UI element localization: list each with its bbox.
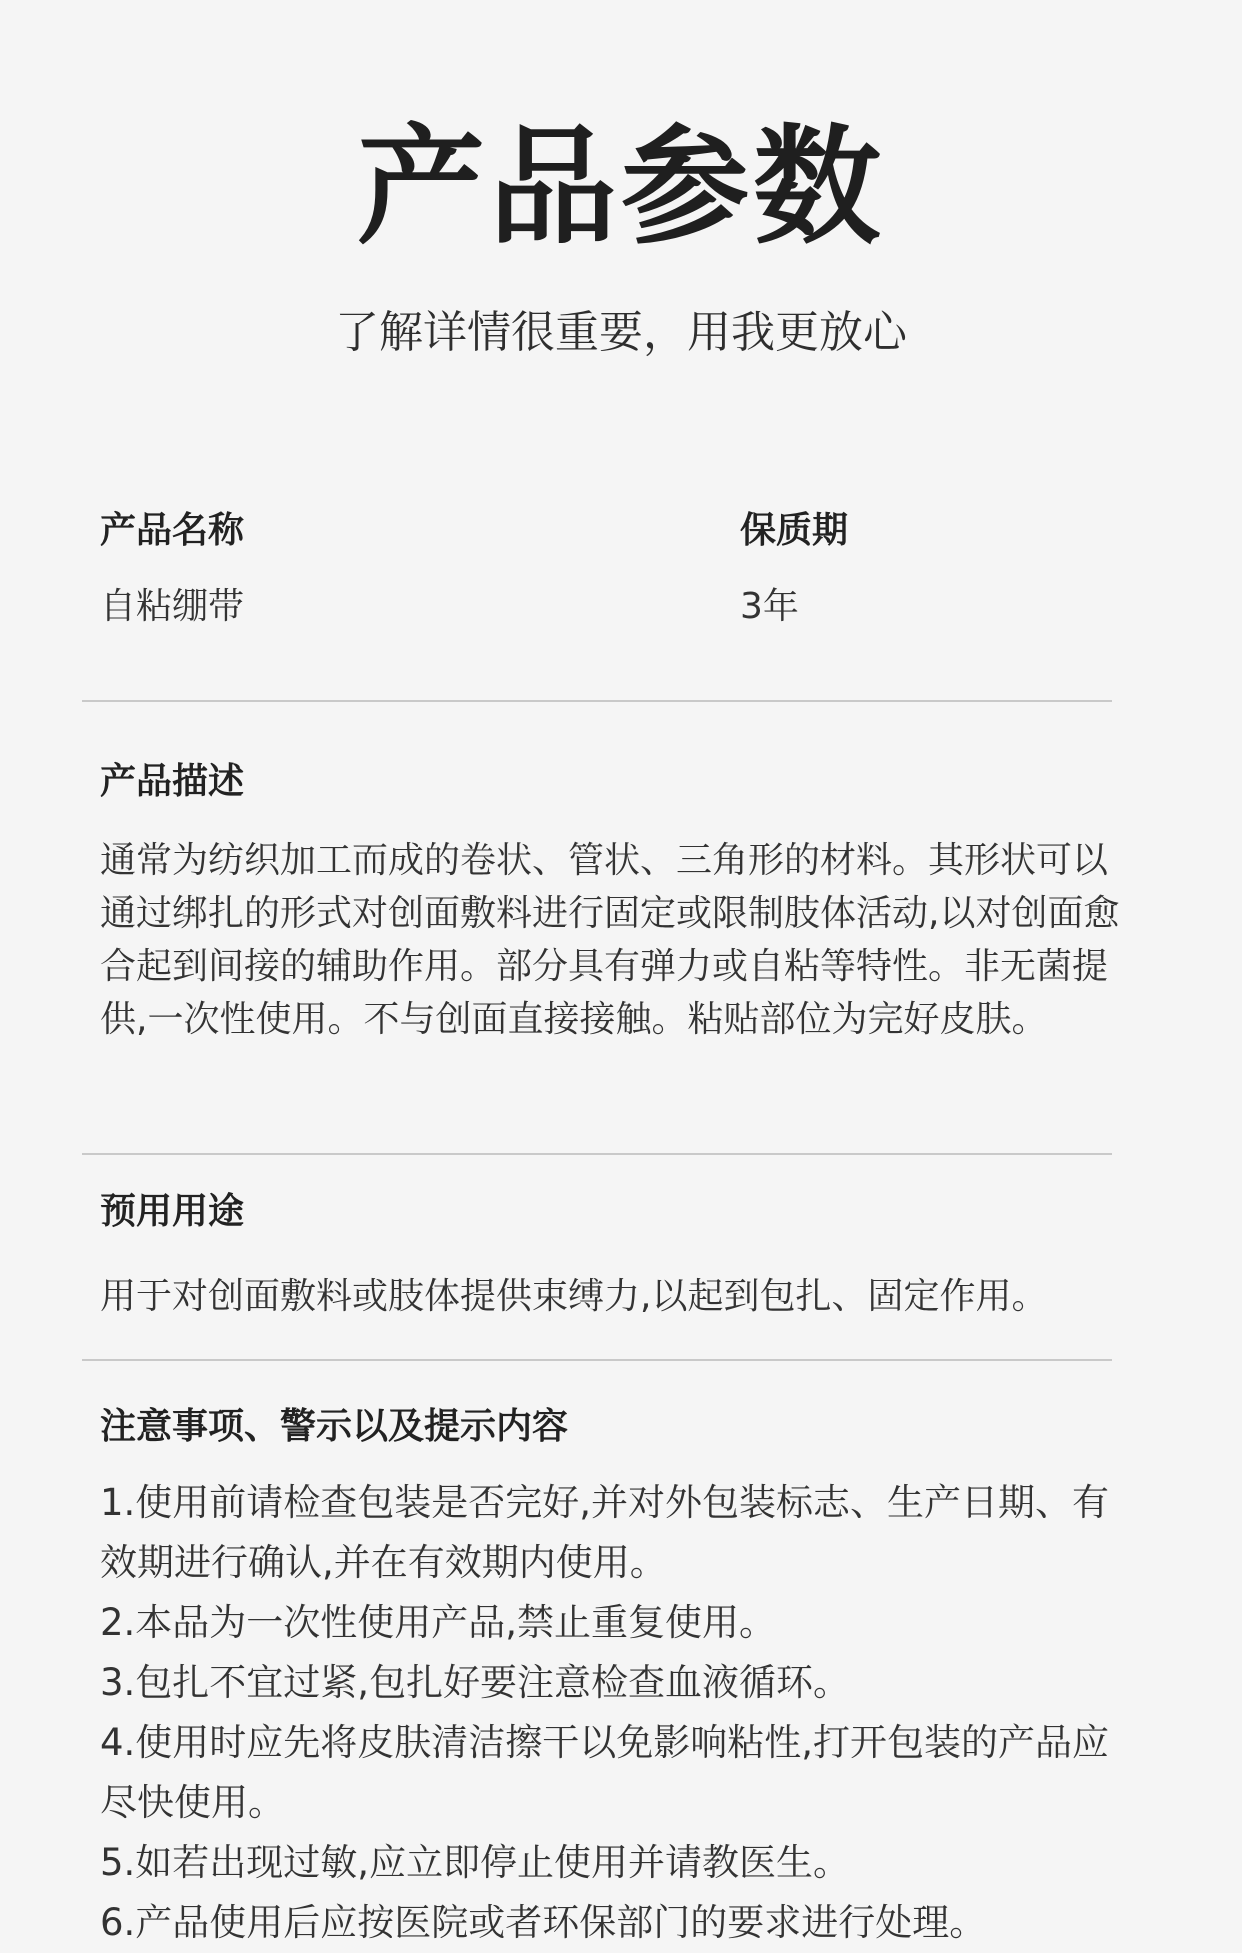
divider xyxy=(82,1153,1112,1155)
note-item: 6.产品使用后应按医院或者环保部门的要求进行处理。 xyxy=(100,1901,987,1944)
intended-use-label: 预用用途 xyxy=(100,1191,245,1232)
notes-label: 注意事项、警示以及提示内容 xyxy=(100,1406,569,1447)
spec-grid xyxy=(100,505,1140,655)
page-title: 产品参数 xyxy=(356,113,885,262)
note-item: 5.如若出现过敏,应立即停止使用并请教医生。 xyxy=(100,1841,851,1884)
note-item: 2.本品为一次性使用产品,禁止重复使用。 xyxy=(100,1601,777,1644)
shelf-life-value: 3年 xyxy=(740,586,799,627)
description-text: 通常为纺织加工而成的卷状、管状、三角形的材料。其形状可以通过绑扎的形式对创面敷料进行固定或限制肢体活动,以对创面愈合起到间接的辅助作用。部分具有弹力或自粘等特性。非无菌提供,一次性使用。不与创面直接接触。粘贴部位为完好皮肤。 xyxy=(100,840,1120,1040)
shelf-life-label: 保质期 xyxy=(740,510,849,551)
product-name-block xyxy=(100,505,740,655)
product-name-value: 自粘绷带 xyxy=(100,586,245,627)
notes-list xyxy=(100,1473,1140,1953)
note-item: 3.包扎不宜过紧,包扎好要注意检查血液循环。 xyxy=(100,1661,851,1704)
intended-use-text: 用于对创面敷料或肢体提供束缚力,以起到包扎、固定作用。 xyxy=(100,1276,1048,1317)
description-section xyxy=(100,756,1140,1046)
intended-use-section xyxy=(100,1186,1140,1323)
spec-row xyxy=(100,505,1140,655)
note-item: 4.使用时应先将皮肤清洁擦干以免影响粘性,打开包装的产品应尽快使用。 xyxy=(100,1721,1110,1824)
description-label: 产品描述 xyxy=(100,761,245,802)
product-name-label: 产品名称 xyxy=(100,510,245,551)
divider xyxy=(82,1359,1112,1361)
shelf-life-block xyxy=(740,505,1140,655)
divider xyxy=(82,700,1112,702)
note-item: 1.使用前请检查包装是否完好,并对外包装标志、生产日期、有效期进行确认,并在有效期内使用。 xyxy=(100,1481,1110,1584)
notes-section xyxy=(100,1401,1140,1953)
page-subtitle: 了解详情很重要，用我更放心 xyxy=(335,307,907,358)
